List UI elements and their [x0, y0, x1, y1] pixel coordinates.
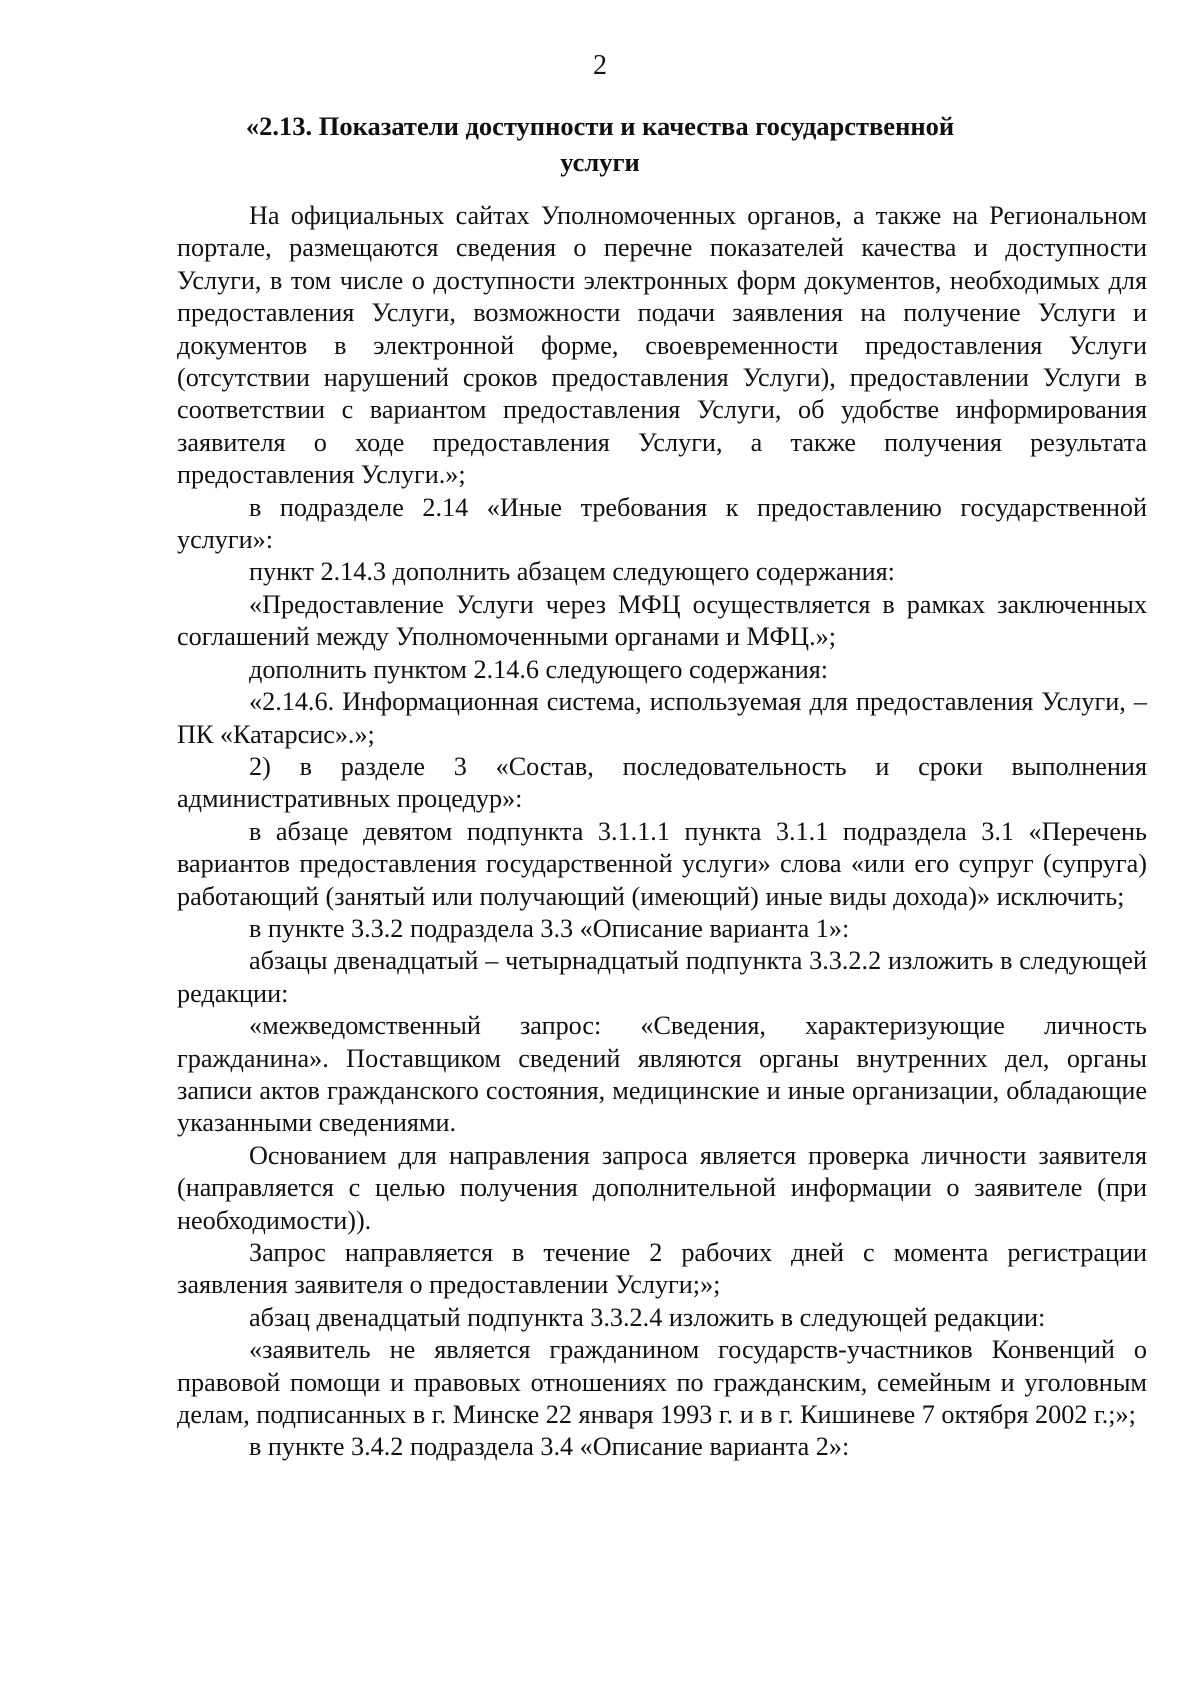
paragraph: «2.14.6. Информационная система, используемая для предоставления Услуги, – ПК «Катарсис».»; [177, 687, 1147, 749]
section-heading-line-2: услуги [560, 147, 640, 177]
paragraph: в абзаце девятом подпункта 3.1.1.1 пункта 3.1.1 подраздела 3.1 «Перечень вариантов предоставления государственной услуги» слова «или его супруг (супруга) работающий (занятый или получающий (имеющий) иные виды дохода)» исключить; [177, 816, 1147, 911]
paragraph: «Предоставление Услуги через МФЦ осуществляется в рамках заключенных соглашений между Уполномоченными органами и МФЦ.»; [177, 589, 1147, 652]
paragraph: «межведомственный запрос: «Сведения, характеризующие личность гражданина». Поставщиком сведений являются органы внутренних дел, органы записи актов гражданского состояния, медицинские и иные организации, обладающие указанными сведениями. [177, 1011, 1147, 1138]
paragraph: в пункте 3.4.2 подраздела 3.4 «Описание варианта 2»: [249, 1432, 850, 1462]
paragraph: пункт 2.14.3 дополнить абзацем следующего содержания: [249, 557, 895, 587]
section-heading [180, 108, 1020, 180]
paragraph: 2) в разделе 3 «Состав, последовательность и сроки выполнения административных процедур»: [177, 751, 1147, 814]
document-body [177, 200, 1147, 1464]
paragraph: На официальных сайтах Уполномоченных органов, а также на Региональном портале, размещаются сведения о перечне показателей качества и доступности Услуги, в том числе о доступности электронных форм документов, необходимых для предоставления Услуги, возможности подачи заявления на получение Услуги и документов в электронной форме, своевременности предоставления Услуги (отсутствии нарушений сроков предоставления Услуги), предоставлении Услуги в соответствии с вариантом предоставления Услуги, об удобстве информирования заявителя о ходе предоставления Услуги, а также получения результата предоставления Услуги.»; [177, 201, 1147, 490]
paragraph: Основанием для направления запроса является проверка личности заявителя (направляется с целью получения дополнительной информации о заявителе (при необходимости)). [177, 1140, 1147, 1235]
paragraph: абзацы двенадцатый – четырнадцатый подпункта 3.3.2.2 изложить в следующей редакции: [177, 946, 1147, 1008]
paragraph: в подразделе 2.14 «Иные требования к предоставлению государственной услуги»: [177, 492, 1147, 555]
paragraph: «заявитель не является гражданином государств-участников Конвенций о правовой помощи и правовых отношениях по гражданским, семейным и уголовным делам, подписанных в г. Минске 22 января 1993 г. и в г. Кишиневе 7 октября 2002 г.;»; [177, 1335, 1147, 1430]
section-heading-line-1: «2.13. Показатели доступности и качества государственной [245, 111, 955, 141]
paragraph: дополнить пунктом 2.14.6 следующего содержания: [249, 654, 829, 684]
paragraph: Запрос направляется в течение 2 рабочих дней с момента регистрации заявления заявителя о предоставлении Услуги;»; [177, 1238, 1147, 1300]
paragraph: абзац двенадцатый подпункта 3.3.2.4 изложить в следующей редакции: [249, 1302, 1046, 1332]
page-number: 2 [593, 50, 607, 81]
paragraph: в пункте 3.3.2 подраздела 3.3 «Описание варианта 1»: [249, 913, 850, 943]
